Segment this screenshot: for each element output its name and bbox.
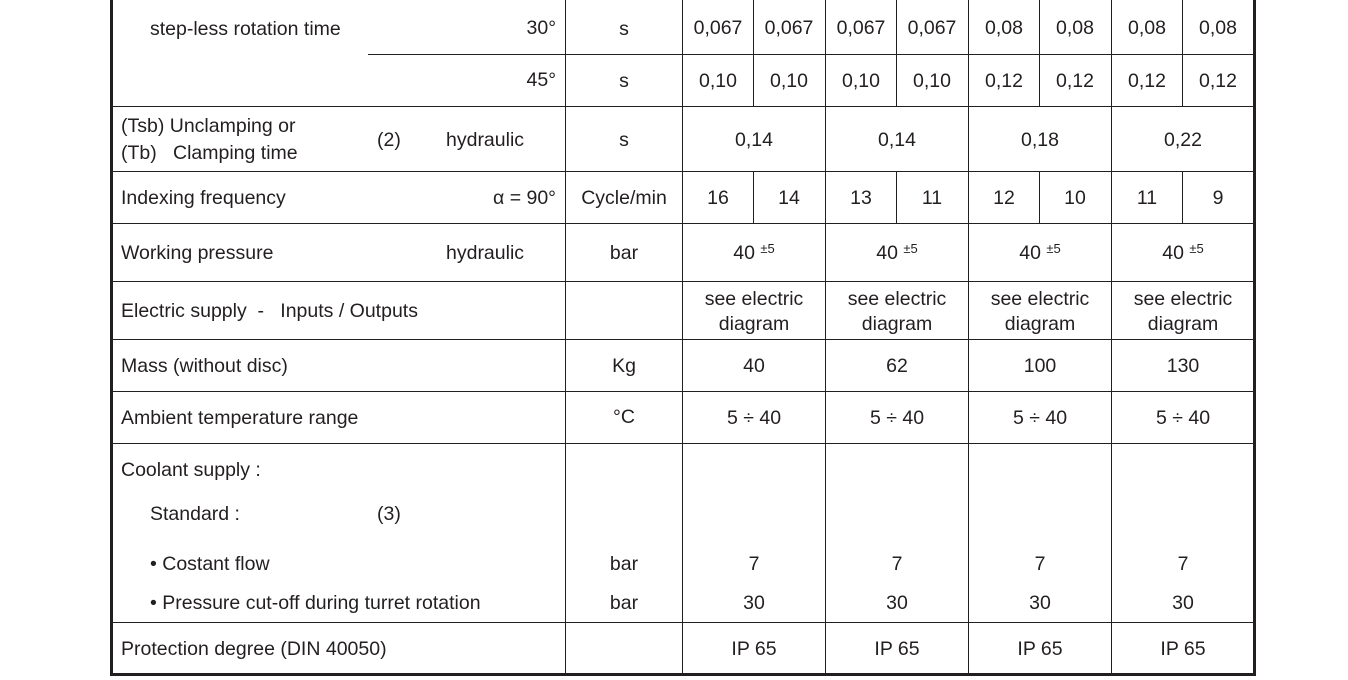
rotation-45-value: 0,10 (770, 70, 808, 92)
sub-column-divider (753, 171, 754, 223)
row-divider (368, 54, 1254, 55)
row-divider (113, 223, 1254, 224)
sub-column-divider (1039, 0, 1040, 106)
coolant-cutoff-unit: bar (609, 592, 639, 614)
indexing-value: 10 (1064, 187, 1086, 209)
coolant-cutoff-value: 30 (1172, 592, 1194, 614)
sub-column-divider (1182, 171, 1183, 223)
indexing-unit: Cycle/min (581, 187, 667, 209)
rotation-30-value: 0,08 (1128, 17, 1166, 39)
indexing-value: 11 (921, 187, 943, 209)
electric-value: see electric diagram (1133, 288, 1233, 335)
indexing-value: 11 (1136, 187, 1158, 209)
pressure-value: 40 $^{\pm 5}$ (733, 241, 775, 264)
rotation-30-value: 0,08 (985, 17, 1023, 39)
coolant-flow-value: 7 (1034, 553, 1046, 575)
coolant-cutoff-value: 30 (1029, 592, 1051, 614)
rotation-angle-30: 30° (526, 17, 556, 39)
rotation-unit: s (619, 70, 629, 92)
clamping-value: 0,14 (878, 129, 916, 151)
column-divider (825, 0, 826, 674)
clamping-label-line2: (Tb) Clamping time (121, 142, 298, 164)
rotation-30-value: 0,08 (1056, 17, 1094, 39)
row-divider (113, 339, 1254, 340)
coolant-standard-label: Standard : (150, 503, 240, 525)
coolant-flow-label: • Costant flow (150, 553, 270, 575)
electric-label: Electric supply - Inputs / Outputs (121, 300, 418, 322)
coolant-flow-value: 7 (891, 553, 903, 575)
indexing-value: 14 (778, 187, 800, 209)
coolant-label: Coolant supply : (121, 459, 261, 481)
sub-column-divider (753, 0, 754, 106)
row-divider (113, 106, 1254, 107)
coolant-cutoff-value: 30 (886, 592, 908, 614)
clamping-value: 0,18 (1021, 129, 1059, 151)
protection-value: IP 65 (731, 638, 777, 660)
rotation-45-value: 0,10 (699, 70, 737, 92)
indexing-value: 12 (993, 187, 1015, 209)
pressure-unit: bar (609, 242, 639, 264)
indexing-value: 13 (850, 187, 872, 209)
sub-column-divider (896, 171, 897, 223)
rotation-45-value: 0,12 (985, 70, 1023, 92)
mass-label: Mass (without disc) (121, 355, 288, 377)
sub-column-divider (1182, 0, 1183, 106)
row-divider (113, 281, 1254, 282)
protection-value: IP 65 (1017, 638, 1063, 660)
temperature-label: Ambient temperature range (121, 407, 359, 429)
indexing-condition: α = 90° (493, 187, 556, 209)
column-divider (1111, 0, 1112, 674)
clamping-value: 0,14 (735, 129, 773, 151)
rotation-30-value: 0,067 (693, 17, 743, 39)
column-divider (682, 0, 683, 674)
clamping-note: (2) (377, 129, 401, 151)
protection-value: IP 65 (874, 638, 920, 660)
temperature-value: 5 ÷ 40 (1012, 407, 1068, 429)
temperature-value: 5 ÷ 40 (869, 407, 925, 429)
coolant-cutoff-value: 30 (743, 592, 765, 614)
rotation-45-value: 0,10 (842, 70, 880, 92)
coolant-flow-value: 7 (1177, 553, 1189, 575)
mass-value: 40 (743, 355, 765, 377)
indexing-value: 16 (707, 187, 729, 209)
row-divider (113, 171, 1254, 172)
row-divider (113, 391, 1254, 392)
indexing-value: 9 (1212, 187, 1224, 209)
pressure-value: 40 $^{\pm 5}$ (1162, 241, 1204, 264)
electric-value: see electric diagram (704, 288, 804, 335)
rotation-unit: s (619, 18, 629, 40)
column-divider (565, 0, 566, 674)
column-divider (968, 0, 969, 674)
coolant-cutoff-label: • Pressure cut-off during turret rotation (150, 592, 481, 614)
rotation-45-value: 0,10 (913, 70, 951, 92)
row-divider (113, 443, 1254, 444)
rotation-45-value: 0,12 (1056, 70, 1094, 92)
clamping-unit: s (619, 129, 629, 151)
mass-value: 100 (1023, 355, 1057, 377)
sub-column-divider (896, 0, 897, 106)
pressure-value: 40 $^{\pm 5}$ (1019, 241, 1061, 264)
row-divider (113, 622, 1254, 623)
rotation-time-label: step-less rotation time (150, 18, 341, 40)
indexing-label: Indexing frequency (121, 187, 286, 209)
rotation-30-value: 0,08 (1199, 17, 1237, 39)
rotation-30-value: 0,067 (836, 17, 886, 39)
clamping-value: 0,22 (1164, 129, 1202, 151)
rotation-45-value: 0,12 (1199, 70, 1237, 92)
clamping-label-line1: (Tsb) Unclamping or (121, 115, 296, 137)
temperature-value: 5 ÷ 40 (1155, 407, 1211, 429)
pressure-mode: hydraulic (446, 242, 525, 264)
protection-value: IP 65 (1160, 638, 1206, 660)
rotation-angle-45: 45° (526, 69, 556, 91)
electric-value: see electric diagram (990, 288, 1090, 335)
sub-column-divider (1039, 171, 1040, 223)
rotation-30-value: 0,067 (764, 17, 814, 39)
clamping-mode: hydraulic (446, 129, 525, 151)
coolant-flow-value: 7 (748, 553, 760, 575)
spec-table-frame (110, 0, 1256, 676)
rotation-45-value: 0,12 (1128, 70, 1166, 92)
pressure-value: 40 $^{\pm 5}$ (876, 241, 918, 264)
temperature-value: 5 ÷ 40 (726, 407, 782, 429)
coolant-flow-unit: bar (609, 553, 639, 575)
mass-value: 62 (886, 355, 908, 377)
rotation-30-value: 0,067 (907, 17, 957, 39)
electric-value: see electric diagram (847, 288, 947, 335)
coolant-standard-note: (3) (377, 503, 401, 525)
mass-unit: Kg (612, 355, 636, 377)
mass-value: 130 (1166, 355, 1200, 377)
temperature-unit: °C (613, 406, 635, 428)
pressure-label: Working pressure (121, 242, 274, 264)
protection-label: Protection degree (DIN 40050) (121, 638, 387, 660)
